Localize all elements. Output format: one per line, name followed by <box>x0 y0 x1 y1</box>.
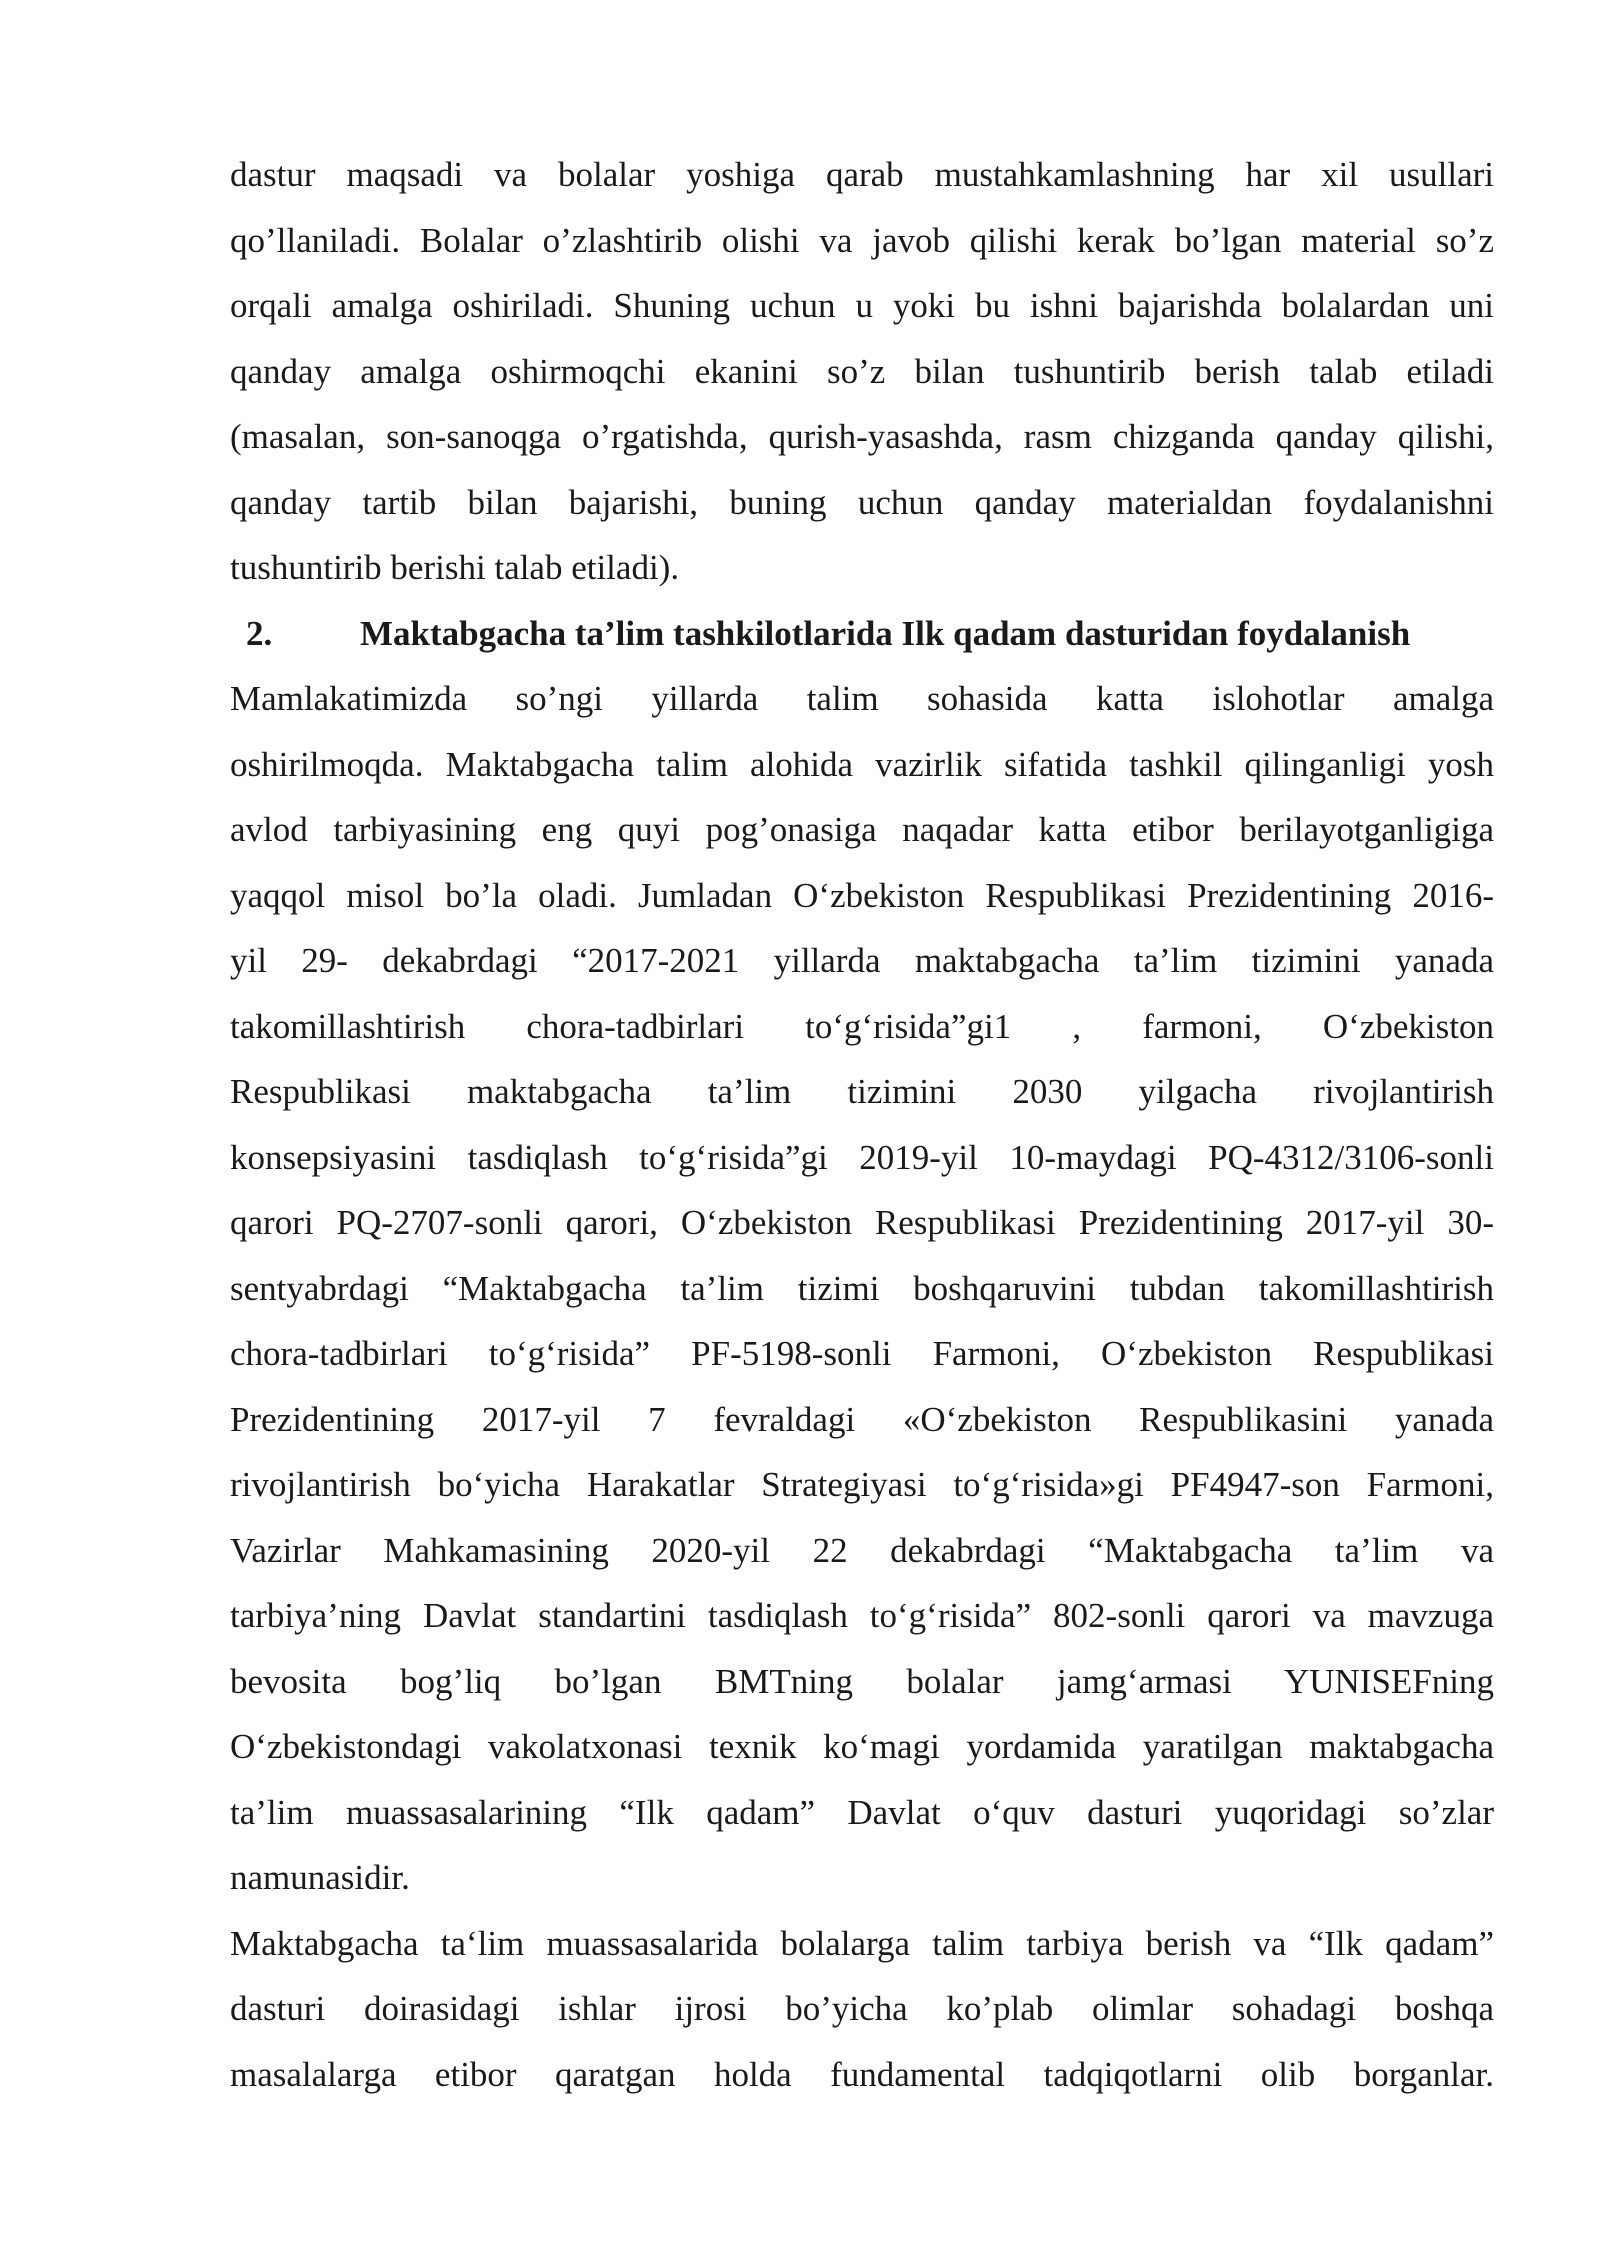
text-line: Maktabgacha ta‘lim muassasalarida bolalarga talim tarbiya berish va “Ilk qadam” <box>230 1923 1494 1963</box>
text-line: orqali amalga oshiriladi. Shuning uchun u yoki bu ishni bajarishda bolalardan uni <box>230 286 1494 325</box>
document-page <box>230 142 1494 2107</box>
text-line: tarbiya’ning Davlat standartini tasdiqlash to‘g‘risida” 802-sonli qarori va mavzuga <box>230 1596 1494 1635</box>
text-line: bevosita bog’liq bo’lgan BMTning bolalar jamg‘armasi YUNISEFning <box>230 1661 1494 1701</box>
text-line: O‘zbekistondagi vakolatxonasi texnik ko‘magi yordamida yaratilgan maktabgacha <box>230 1727 1494 1766</box>
paragraph-reforms <box>230 666 1494 1911</box>
section-heading <box>230 601 1494 667</box>
text-line: (masalan, son-sanoqga o’rgatishda, qurish-yasashda, rasm chizganda qanday qilishi, <box>230 417 1494 456</box>
text-line: namunasidir. <box>230 1858 410 1897</box>
text-line: avlod tarbiyasining eng quyi pog’onasiga naqadar katta etibor berilayotganligiga <box>230 810 1494 849</box>
text-line: Mamlakatimizda so’ngi yillarda talim sohasida katta islohotlar amalga <box>230 679 1494 718</box>
section-title: Maktabgacha ta’lim tashkilotlarida Ilk qadam dasturidan foydalanish <box>360 613 1411 653</box>
text-line: yil 29- dekabrdagi “2017-2021 yillarda maktabgacha ta’lim tizimini yanada <box>230 941 1494 980</box>
text-line: ta’lim muassasalarining “Ilk qadam” Davlat o‘quv dasturi yuqoridagi so’zlar <box>230 1792 1494 1832</box>
text-line: qo’llaniladi. Bolalar o’zlashtirib olishi va javob qilishi kerak bo’lgan material so’z <box>230 220 1494 260</box>
text-line: takomillashtirish chora-tadbirlari to‘g‘risida”gi1 , farmoni, O‘zbekiston <box>230 1006 1494 1046</box>
text-line: oshirilmoqda. Maktabgacha talim alohida vazirlik sifatida tashkil qilinganligi yosh <box>230 744 1494 784</box>
text-line: rivojlantirish bo‘yicha Harakatlar Strategiyasi to‘g‘risida»gi PF4947-son Farmoni, <box>230 1465 1494 1504</box>
text-line: qanday amalga oshirmoqchi ekanini so’z bilan tushuntirib berish talab etiladi <box>230 351 1494 391</box>
text-line: Prezidentining 2017-yil 7 fevraldagi «O‘zbekiston Respublikasini yanada <box>230 1399 1494 1439</box>
text-line: konsepsiyasini tasdiqlash to‘g‘risida”gi 2019-yil 10-maydagi PQ-4312/3106-sonli <box>230 1137 1494 1177</box>
text-line: qanday tartib bilan bajarishi, buning uchun qanday materialdan foydalanishni <box>230 482 1494 522</box>
text-line: chora-tadbirlari to‘g‘risida” PF-5198-sonli Farmoni, O‘zbekiston Respublikasi <box>230 1334 1494 1373</box>
text-line: yaqqol misol bo’la oladi. Jumladan O‘zbekiston Respublikasi Prezidentining 2016- <box>230 875 1494 915</box>
text-line: dastur maqsadi va bolalar yoshiga qarab mustahkamlashning har xil usullari <box>230 155 1494 194</box>
text-line: dasturi doirasidagi ishlar ijrosi bo’yicha ko’plab olimlar sohadagi boshqa <box>230 1989 1494 2028</box>
text-line: masalalarga etibor qaratgan holda fundamental tadqiqotlarni olib borganlar. <box>230 2054 1494 2094</box>
text-line: Respublikasi maktabgacha ta’lim tizimini 2030 yilgacha rivojlantirish <box>230 1072 1494 1111</box>
text-line: sentyabrdagi “Maktabgacha ta’lim tizimi boshqaruvini tubdan takomillashtirish <box>230 1268 1494 1308</box>
section-number: 2. <box>246 613 273 653</box>
paragraph-research <box>230 1911 1494 2108</box>
text-line: Vazirlar Mahkamasining 2020-yil 22 dekabrdagi “Maktabgacha ta’lim va <box>230 1530 1494 1570</box>
text-line: tushuntirib berishi talab etiladi). <box>230 548 680 587</box>
text-line: qarori PQ-2707-sonli qarori, O‘zbekiston Respublikasi Prezidentining 2017-yil 30- <box>230 1203 1494 1242</box>
paragraph-intro <box>230 142 1494 601</box>
